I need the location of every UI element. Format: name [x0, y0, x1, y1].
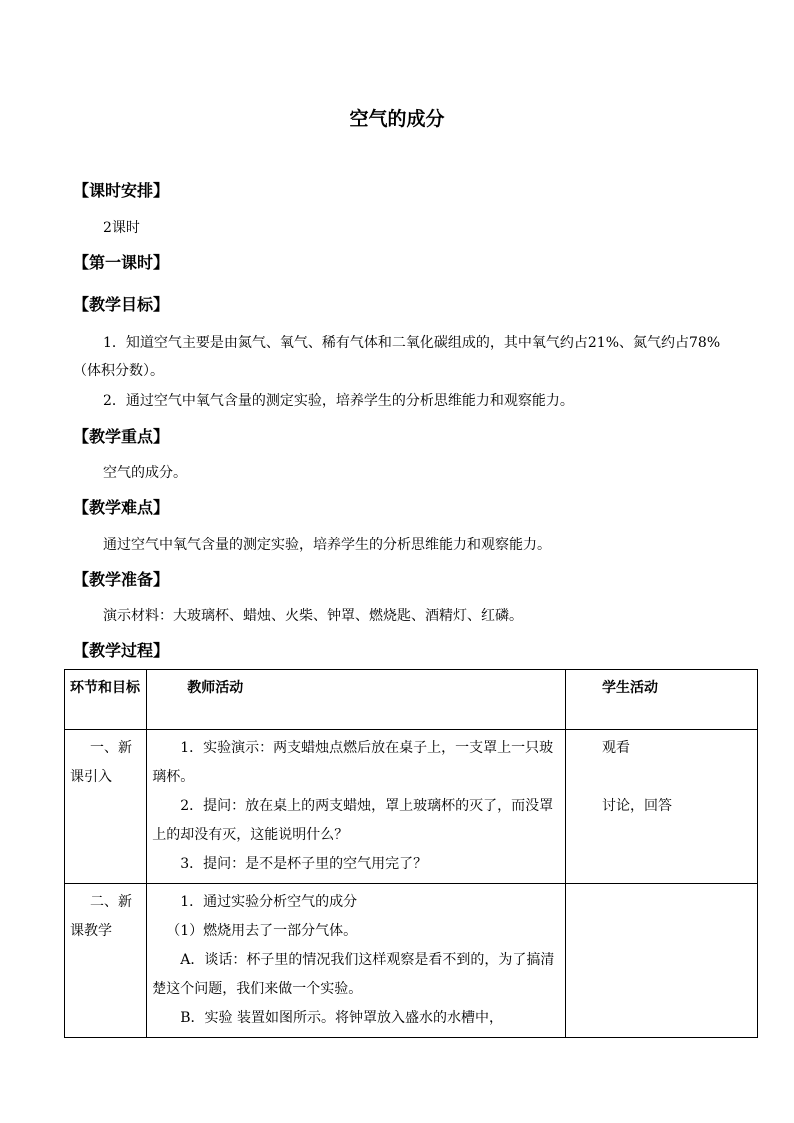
- student-cell: [566, 884, 758, 1038]
- key-points-content: 空气的成分。: [103, 465, 187, 481]
- preparation-content: 演示材料：大玻璃杯、蜡烛、火柴、钟罩、燃烧匙、酒精灯、红磷。: [103, 608, 523, 624]
- table-header-row: [65, 670, 758, 730]
- teacher-cell: 1．通过实验分析空气的成分 （1）燃烧用去了一部分气体。 A．谈话：杯子里的情况我们这样观察是看不到的，为了搞清楚这个问题，我们来做一个实验。 B．实验 装置如图所示。将钟罩放入盛水的水槽中，: [147, 884, 566, 1038]
- student-cell: 观看 讨论，回答: [566, 730, 758, 884]
- heading-schedule: 【课时安排】: [73, 181, 170, 200]
- difficulties-content: 通过空气中氧气含量的测定实验，培养学生的分析思维能力和观察能力。: [103, 537, 551, 553]
- page-title: 空气的成分: [349, 108, 445, 130]
- stage-cell: 二、新课教学: [65, 884, 147, 1038]
- heading-objectives: 【教学目标】: [73, 295, 170, 314]
- heading-first-lesson: 【第一课时】: [73, 253, 170, 272]
- heading-key-points: 【教学重点】: [73, 427, 170, 446]
- heading-difficulties: 【教学难点】: [73, 498, 170, 517]
- teacher-cell: 1．实验演示：两支蜡烛点燃后放在桌子上，一支罩上一只玻璃杯。 2．提问：放在桌上的两支蜡烛，罩上玻璃杯的灭了，而没罩上的却没有灭，这能说明什么？ 3．提问：是不是杯子里的空气用完了？: [147, 730, 566, 884]
- objective-item-1: 1．知道空气主要是由氮气、氧气、稀有气体和二氧化碳组成的，其中氧气约占21%、氮气约占78%（体积分数）。: [73, 335, 721, 379]
- objective-item-2: 2．通过空气中氧气含量的测定实验，培养学生的分析思维能力和观察能力。: [103, 393, 574, 409]
- heading-preparation: 【教学准备】: [73, 570, 170, 589]
- table-row: [65, 884, 758, 1038]
- schedule-content: 2课时: [103, 220, 140, 236]
- header-teacher: 教师活动: [147, 670, 566, 730]
- header-student: 学生活动: [566, 670, 758, 730]
- table-row: [65, 730, 758, 884]
- stage-cell: 一、新课引入: [65, 730, 147, 884]
- process-table: [64, 669, 758, 1038]
- header-stage: 环节和目标: [65, 670, 147, 730]
- heading-process: 【教学过程】: [73, 641, 170, 660]
